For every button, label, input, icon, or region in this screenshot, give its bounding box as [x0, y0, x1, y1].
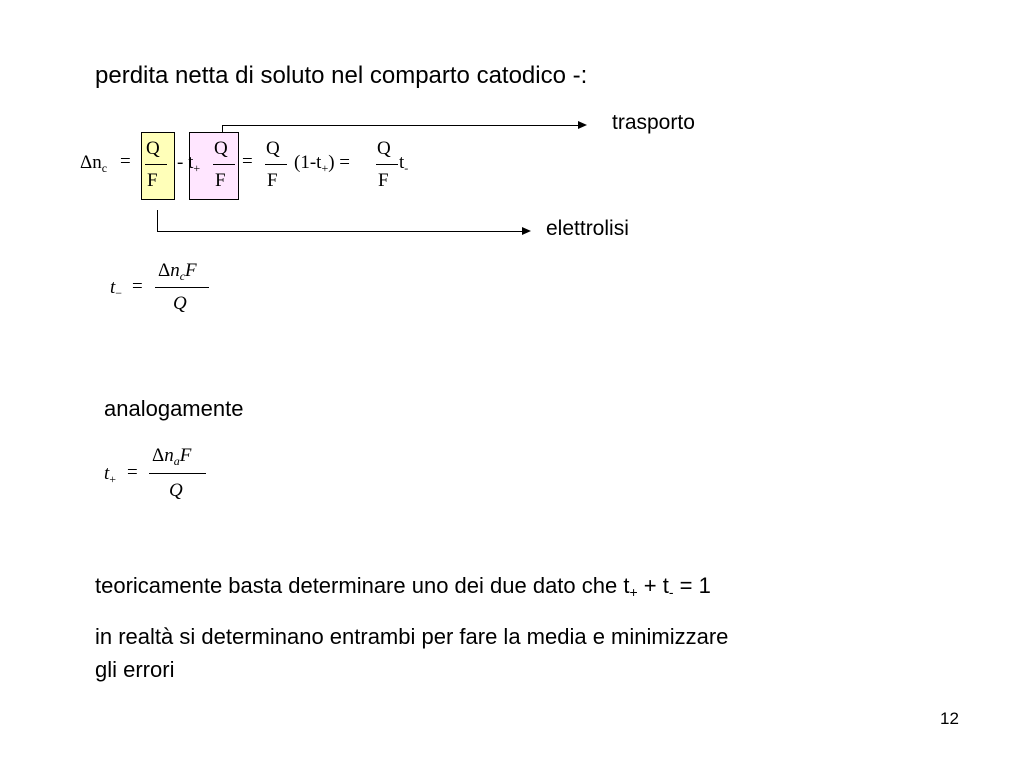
- minus-sign: -: [177, 152, 184, 173]
- conclusion-line-1: [95, 573, 711, 599]
- conclusion-line-2: in realtà si determinano entrambi per fare la media e minimizzare: [95, 624, 729, 649]
- t-minus-delta: Δ: [158, 260, 171, 281]
- frac4-denominator: F: [378, 170, 389, 191]
- t-plus-n: n: [164, 445, 174, 466]
- n-symbol: n: [92, 152, 102, 173]
- electrolysis-label: elettrolisi: [546, 217, 629, 240]
- frac3-numerator: Q: [266, 138, 280, 159]
- conclusion-sub-minus: -: [668, 584, 674, 600]
- frac2-denominator: F: [215, 170, 226, 191]
- t-plus-F: F: [179, 445, 192, 466]
- conclusion-text-pre: teoricamente basta determinare uno dei due dato che t: [95, 573, 630, 598]
- frac1-rule: [145, 164, 167, 165]
- t-plus-denominator: Q: [169, 480, 183, 501]
- equals-sign-1: =: [120, 151, 131, 172]
- minus-t-plus: [177, 152, 200, 174]
- t-plus-n-sub: a: [173, 454, 180, 468]
- t-minus-denominator: Q: [173, 293, 187, 314]
- transport-arrow-line: [222, 125, 578, 126]
- conclusion-line-3: gli errori: [95, 657, 175, 682]
- t-plus-delta: Δ: [152, 445, 165, 466]
- t-plus-numerator: [152, 445, 191, 467]
- t-minus-equals: =: [132, 276, 143, 297]
- conclusion-text-post: = 1: [673, 573, 711, 598]
- t-minus-lhs: [110, 277, 122, 299]
- transport-label: trasporto: [612, 111, 695, 134]
- t-minus-n: n: [170, 260, 180, 281]
- t-minus-frac-rule: [155, 287, 209, 288]
- electrolysis-arrow-line: [157, 231, 522, 232]
- transport-arrowhead-icon: [578, 121, 587, 129]
- t-plus-equals: =: [127, 462, 138, 483]
- t-symbol-2: t: [399, 152, 405, 173]
- conclusion-sub-plus: +: [629, 584, 638, 600]
- equals-sign-2: =: [242, 151, 253, 172]
- t-minus-numerator: [158, 260, 197, 282]
- t-plus-frac-rule: [149, 473, 206, 474]
- t-minus: [399, 152, 408, 174]
- frac2-rule: [213, 164, 235, 165]
- one-minus-t-plus: [294, 152, 350, 174]
- electrolysis-arrowhead-icon: [522, 227, 531, 235]
- subscript-c: c: [101, 161, 108, 175]
- conclusion-text-mid: + t: [637, 573, 669, 598]
- t-minus-sub: −: [115, 286, 123, 300]
- page-number: 12: [940, 709, 959, 728]
- delta-nc: [80, 152, 107, 174]
- slide-heading: perdita netta di soluto nel comparto catodico -:: [95, 62, 588, 89]
- t-minus-F: F: [185, 260, 197, 281]
- t-minus-t: t: [110, 277, 116, 298]
- frac1-numerator: Q: [146, 138, 160, 159]
- equals-sign-3: =: [339, 152, 351, 173]
- frac3-rule: [265, 164, 287, 165]
- analogously-label: analogamente: [104, 396, 244, 421]
- frac4-rule: [376, 164, 398, 165]
- t-plus-lhs: [104, 463, 116, 485]
- t-plus-sub: +: [109, 472, 117, 486]
- t-symbol: t: [188, 152, 194, 173]
- subscript-plus: +: [193, 161, 201, 175]
- subscript-plus-2: +: [321, 161, 329, 175]
- paren-close: ): [328, 152, 335, 173]
- frac2-numerator: Q: [214, 138, 228, 159]
- paren-open: (1-t: [294, 152, 322, 173]
- subscript-minus: -: [404, 161, 409, 175]
- t-minus-n-sub: c: [179, 269, 186, 283]
- t-plus-t: t: [104, 463, 110, 484]
- frac4-numerator: Q: [377, 138, 391, 159]
- frac3-denominator: F: [267, 170, 278, 191]
- frac1-denominator: F: [147, 170, 158, 191]
- delta-symbol: Δ: [80, 152, 93, 173]
- electrolysis-arrow-stem: [157, 210, 158, 231]
